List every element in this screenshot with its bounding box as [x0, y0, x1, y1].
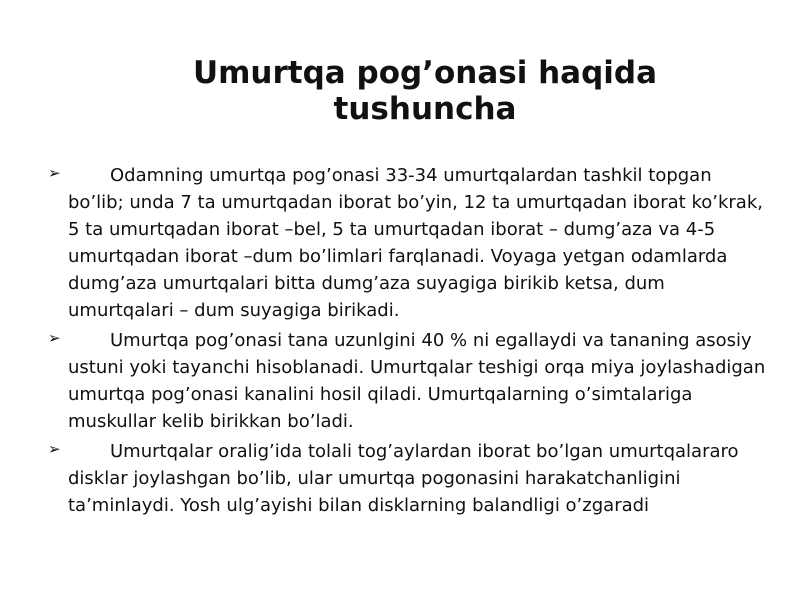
- bullet-item: [48, 438, 768, 519]
- slide-title: Umurtqa pog’onasi haqida tushuncha: [192, 55, 658, 127]
- arrow-bullet-icon: ➢: [48, 329, 61, 347]
- paragraph-text: Umurtqa pog’onasi tana uzunlgini 40 % ni egallaydi va tananing asosiy ustuni yoki tayanchi hisoblanadi. Umurtqalar teshigi orqa miya joylashadigan umurtqa pog’onasi kanalini hosil qiladi. Umurtqalarning o’simtalariga muskullar kelib birikkan bo’ladi.: [68, 330, 766, 432]
- bullet-list: [48, 162, 768, 522]
- arrow-bullet-icon: ➢: [48, 164, 61, 182]
- paragraph-text: Umurtqalar oralig’ida tolali tog’aylardan iborat bo’lgan umurtqalararo disklar joylashgan bo’lib, ular umurtqa pogonasini harakatchanligini ta’minlaydi. Yosh ulg’ayishi bilan disklarning balandligi o’zgaradi: [68, 441, 739, 516]
- arrow-bullet-icon: ➢: [48, 440, 61, 458]
- bullet-item: [48, 162, 768, 324]
- paragraph-text: Odamning umurtqa pog’onasi 33-34 umurtqalardan tashkil topgan bo’lib; unda 7 ta umurtqadan iborat bo’yin, 12 ta umurtqadan iborat ko’krak, 5 ta umurtqadan iborat –bel, 5 ta umurtqadan iborat – dumg’aza va 4-5 umurtqadan iborat –dum bo’limlari farqlanadi. Voyaga yetgan odamlarda dumg’aza umurtqalari bitta dumg’aza suyagiga birikib ketsa, dum umurtqalari – dum suyagiga birikadi.: [68, 165, 763, 321]
- bullet-item: [48, 327, 768, 435]
